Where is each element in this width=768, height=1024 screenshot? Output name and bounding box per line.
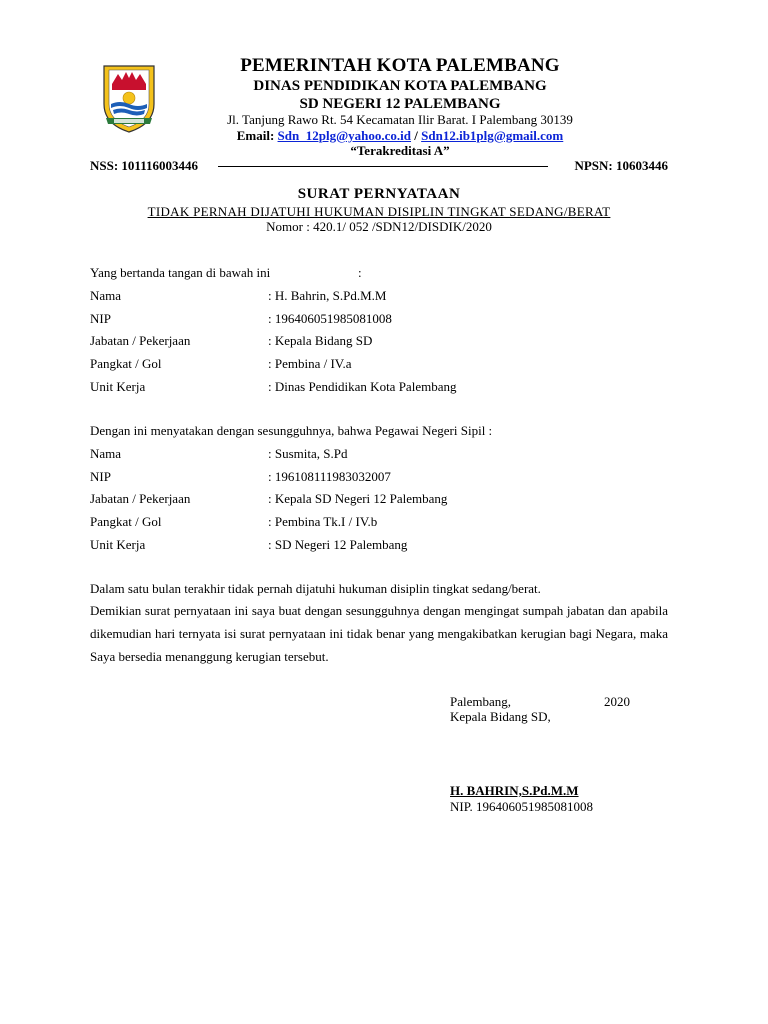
email-link-yahoo[interactable]: Sdn_12plg@yahoo.co.id xyxy=(277,128,412,143)
letterhead-email xyxy=(190,128,610,144)
closing-statement: Dalam satu bulan terakhir tidak pernah dijatuhi hukuman disiplin tingkat sedang/berat. xyxy=(90,581,541,596)
signature-place: Palembang, xyxy=(450,694,512,709)
employee-label-position: Jabatan / Pekerjaan xyxy=(90,491,191,506)
signer-value-nip: : 196406051985081008 xyxy=(268,311,392,326)
signer-label-position: Jabatan / Pekerjaan xyxy=(90,333,191,348)
employee-value-name: : Susmita, S.Pd xyxy=(268,446,348,461)
employee-label-nip: NIP xyxy=(90,469,111,484)
employee-label-rank: Pangkat / Gol xyxy=(90,514,162,529)
closing-paragraph: Demikian surat pernyataan ini saya buat dengan sesungguhnya dengan mengingat sumpah jabatan dan apabila dikemudian hari ternyata isi surat pernyataan ini tidak benar yang mengakibatkan kerugian bagi Negara, maka Saya bersedia menanggung kerugian tersebut. xyxy=(90,603,668,664)
nss-number: NSS: 101116003446 xyxy=(90,158,198,173)
employee-value-rank: : Pembina Tk.I / IV.b xyxy=(268,514,378,529)
letterhead-school: SD NEGERI 12 PALEMBANG xyxy=(299,96,501,112)
letterhead-agency: DINAS PENDIDIKAN KOTA PALEMBANG xyxy=(253,78,547,94)
signer-intro-colon: : xyxy=(358,265,362,280)
signer-value-name: : H. Bahrin, S.Pd.M.M xyxy=(268,288,387,303)
employee-label-name: Nama xyxy=(90,446,122,461)
email-separator: / xyxy=(414,128,418,143)
email-label: Email: xyxy=(236,128,275,143)
signer-value-position: : Kepala Bidang SD xyxy=(268,333,373,348)
signer-label-name: Nama xyxy=(90,288,122,303)
header-divider xyxy=(218,166,548,167)
employee-value-unit: : SD Negeri 12 Palembang xyxy=(268,537,408,552)
email-link-gmail[interactable]: Sdn12.ib1plg@gmail.com xyxy=(421,128,564,143)
employee-value-position: : Kepala SD Negeri 12 Palembang xyxy=(268,491,448,506)
signer-label-unit: Unit Kerja xyxy=(90,379,146,394)
letterhead-government: PEMERINTAH KOTA PALEMBANG xyxy=(240,55,560,76)
signer-value-rank: : Pembina / IV.a xyxy=(268,356,352,371)
statement-intro: Dengan ini menyatakan dengan sesungguhnya, bahwa Pegawai Negeri Sipil : xyxy=(90,423,493,438)
city-emblem-icon xyxy=(100,60,158,134)
letter-subtitle: TIDAK PERNAH DIJATUHI HUKUMAN DISIPLIN TINGKAT SEDANG/BERAT xyxy=(147,204,611,219)
accreditation: “Terakreditasi A” xyxy=(350,143,450,158)
signature-name: H. BAHRIN,S.Pd.M.M xyxy=(450,783,579,798)
letter-title: SURAT PERNYATAAN xyxy=(297,186,461,202)
employee-label-unit: Unit Kerja xyxy=(90,537,146,552)
signer-label-nip: NIP xyxy=(90,311,111,326)
signature-nip: NIP. 196406051985081008 xyxy=(450,799,594,814)
letterhead-address: Jl. Tanjung Rawo Rt. 54 Kecamatan Ilir Barat. I Palembang 30139 xyxy=(227,112,573,127)
letter-number: Nomor : 420.1/ 052 /SDN12/DISDIK/2020 xyxy=(266,219,492,234)
signer-intro: Yang bertanda tangan di bawah ini xyxy=(90,265,271,280)
signature-position: Kepala Bidang SD, xyxy=(450,709,551,724)
npsn-number: NPSN: 10603446 xyxy=(574,158,668,173)
employee-value-nip: : 196108111983032007 xyxy=(268,469,391,484)
signature-year: 2020 xyxy=(604,694,630,709)
signer-label-rank: Pangkat / Gol xyxy=(90,356,162,371)
school-id-row xyxy=(90,158,668,176)
signer-value-unit: : Dinas Pendidikan Kota Palembang xyxy=(268,379,457,394)
